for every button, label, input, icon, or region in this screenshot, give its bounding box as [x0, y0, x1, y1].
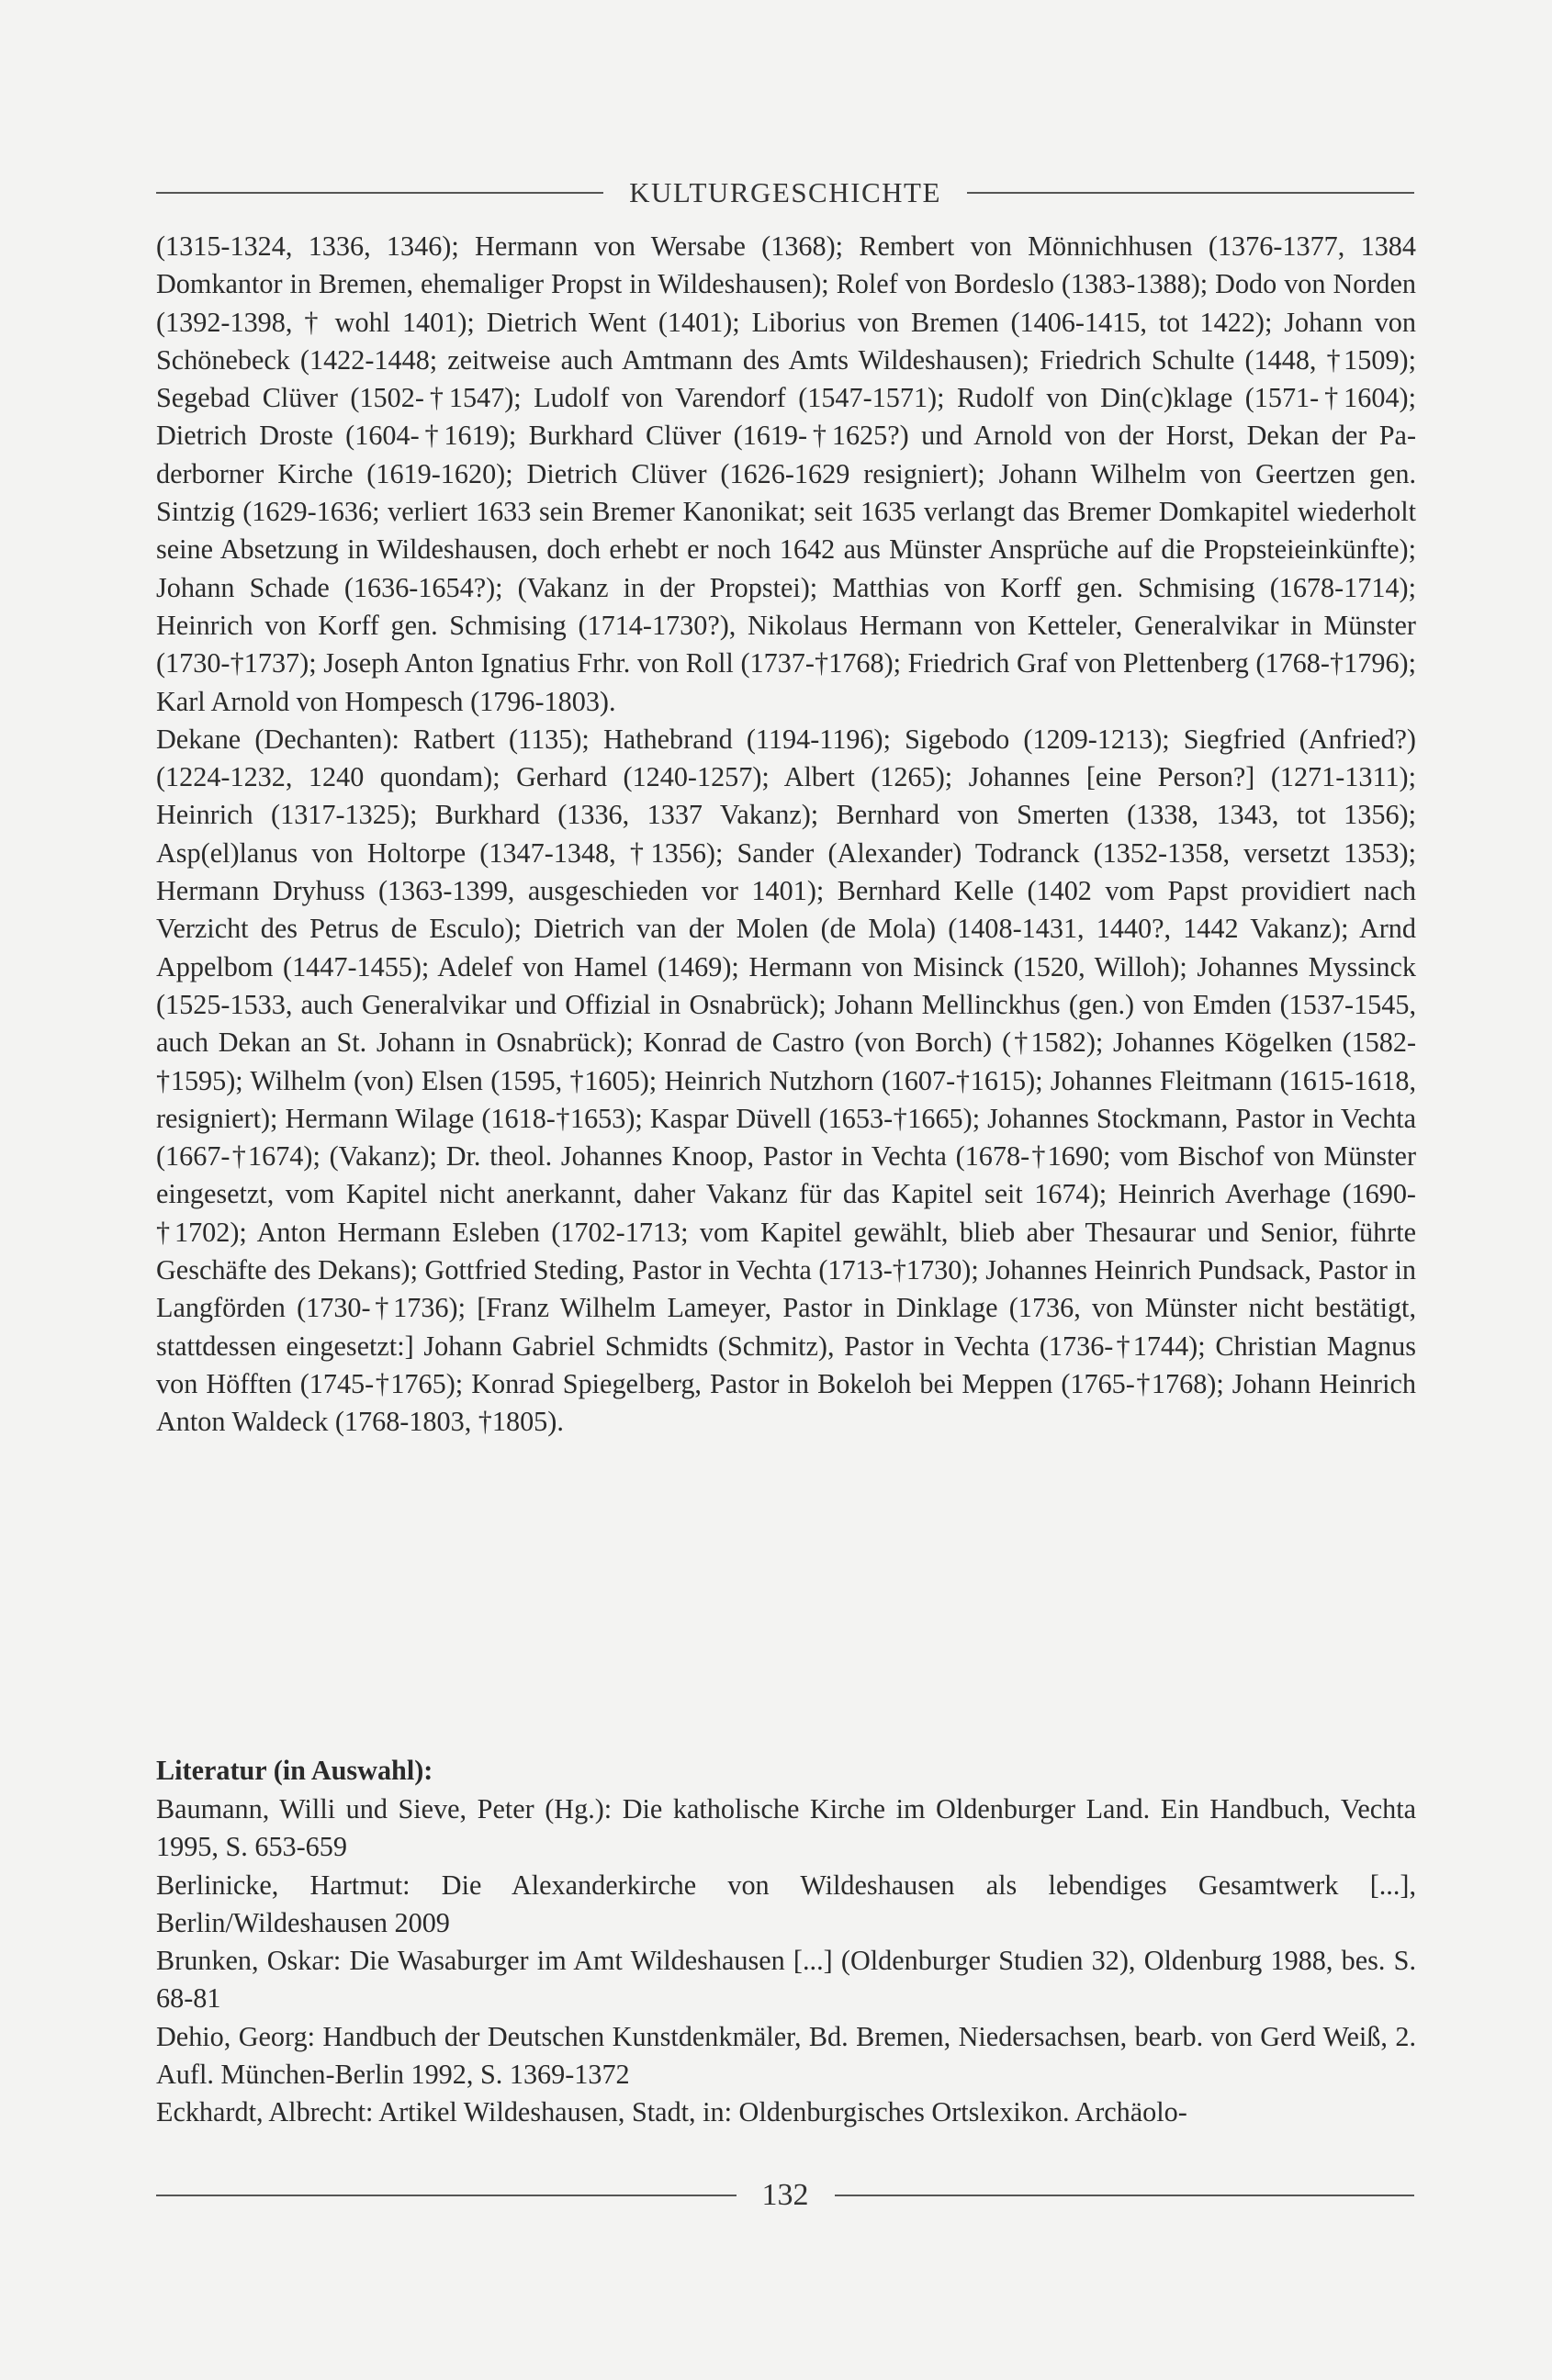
literature-entry: Berlinicke, Hartmut: Die Alexanderkirche von Wildeshausen als lebendiges Gesamtwerk [...], Berlin/Wildeshausen 2009 [156, 1869, 1416, 1938]
literature-list [156, 1791, 1416, 2132]
header-rule-right [967, 192, 1414, 194]
paragraph-dekane: Dekane (Dechanten): Ratbert (1135); Hathebrand (1194-1196); Sigebodo (1209-1213); Siegfried (Anfried?) (1224-1232, 1240 quondam); Gerhard (1240-1257); Albert (1265); Johannes [eine Person?] (1271-1311); Heinrich (1317-1325); Burkhard (1336, 1337 Vakanz); Bernhard von Smerten (1338, 1343, tot 1356); Asp(el)lanus von Holtorpe (1347-1348, †1356); Sander (Alexander) Todranck (1352-1358, versetzt 1353); Hermann Dryhuss (1363-1399, ausgeschieden vor 1401); Bernhard Kelle (1402 vom Papst providiert nach Verzicht des Petrus de Esculo); Dietrich van der Molen (de Mola) (1408-1431, 1440?, 1442 Vakanz); Arnd Appelbom (1447-1455); Adelef von Hamel (1469); Hermann von Misinck (1520, Willoh); Johannes Myssinck (1525-1533, auch Generalvikar und Offizial in Osnabrück); Johann Mellinckhus (gen.) von Emden (1537-1545, auch Dekan an St. Johann in Osnabrück); Konrad de Castro (von Borch) (†1582); Johannes Kögelken (1582-†1595); Wilhelm (von) Elsen (1595, †1605); Heinrich Nutzhorn (1607-†1615); Johannes Fleitmann (1615-1618, resigniert); Hermann Wilage (1618-†1653); Kaspar Düvell (1653-†1665); Johannes Stockmann, Pastor in Vechta (1667-†1674); (Vakanz); Dr. theol. Johannes Knoop, Pastor in Vechta (1678-†1690; vom Bischof von Münster eingesetzt, vom Kapitel nicht anerkannt, daher Vakanz für das Kapitel seit 1674); Heinrich Averhage (1690-†1702); Anton Hermann Esleben (1702-1713; vom Kapitel gewählt, blieb aber Thesaurar und Senior, führte Geschäfte des Dekans); Gottfried Steding, Pastor in Vechta (1713-†1730); Johannes Heinrich Pundsack, Pastor in Langförden (1730-†1736); [Franz Wilhelm Lameyer, Pastor in Dinklage (1736, von Münster nicht bestätigt, stattdessen eingesetzt:] Johann Gabriel Schmidts (Schmitz), Pastor in Vechta (1736-†1744); Christian Magnus von Höfften (1745-†1765); Konrad Spiegelberg, Pastor in Bokeloh bei Meppen (1765-†1768); Johann Heinrich Anton Waldeck (1768-1803, †1805). [156, 723, 1416, 1438]
literature-entry: Dehio, Georg: Handbuch der Deutschen Kunstdenkmäler, Bd. Bremen, Niedersachsen, bearb. von Gerd Weiß, 2. Aufl. München-Berlin 1992, S. 1369-1372 [156, 2020, 1416, 2091]
footer-rule-left [156, 2195, 737, 2196]
paragraph-propsts: (1315-1324, 1336, 1346); Hermann von Wersabe (1368); Rembert von Mönnichhusen (1376-1377, 1384 Domkantor in Bremen, ehemaliger Propst in Wildeshausen); Rolef von Bordeslo (1383-1388); Dodo von Norden (1392-1398, † wohl 1401); Dietrich Went (1401); Liborius von Bremen (1406-1415, tot 1422); Johann von Schönebeck (1422-1448; zeitweise auch Amtmann des Amts Wildeshausen); Friedrich Schulte (1448, †1509); Segebad Clüver (1502-†1547); Ludolf von Varendorf (1547-1571); Rudolf von Din(c)klage (1571-†1604); Dietrich Droste (1604-†1619); Burkhard Clüver (1619-†1625?) und Arnold von der Horst, Dekan der Paderborner Kirche (1619-1620); Dietrich Clüver (1626-1629 resigniert); Johann Wilhelm von Geertzen gen. Sintzig (1629-1636; verliert 1633 sein Bremer Kanonikat; seit 1635 verlangt das Bremer Domkapitel wiederholt seine Absetzung in Wildeshausen, doch erhebt er noch 1642 aus Münster Ansprüche auf die Propsteieinkünfte); Johann Schade (1636-1654?); (Vakanz in der Propstei); Matthias von Korff gen. Schmising (1678-1714); Heinrich von Korff gen. Schmising (1714-1730?), Nikolaus Hermann von Ketteler, Generalvikar in Münster (1730-†1737); Joseph Anton Ignatius Frhr. von Roll (1737-†1768); Friedrich Graf von Plettenberg (1768-†1796); Karl Arnold von Hompesch (1796-1803). [156, 230, 1416, 717]
header-rule-left [156, 192, 603, 194]
literature-entry: Brunken, Oskar: Die Wasaburger im Amt Wildeshausen [...] (Oldenburger Studien 32), Oldenburg 1988, bes. S. 68-81 [156, 1945, 1416, 2015]
page-number: 132 [761, 2178, 809, 2212]
page-footer [156, 2178, 1414, 2213]
running-header-title: KULTURGESCHICHTE [629, 176, 941, 208]
main-text [156, 228, 1416, 1442]
literature-entry: Eckhardt, Albrecht: Artikel Wildeshausen, Stadt, in: Oldenburgisches Ortslexikon. Archäolo- [156, 2096, 1187, 2128]
running-header [156, 176, 1414, 209]
literature-entry: Baumann, Willi und Sieve, Peter (Hg.): Die katholische Kirche im Oldenburger Land. Ein Handbuch, Vechta 1995, S. 653-659 [156, 1793, 1416, 1863]
literature-heading: Literatur (in Auswahl): [156, 1755, 433, 1786]
footer-rule-right [835, 2195, 1415, 2196]
